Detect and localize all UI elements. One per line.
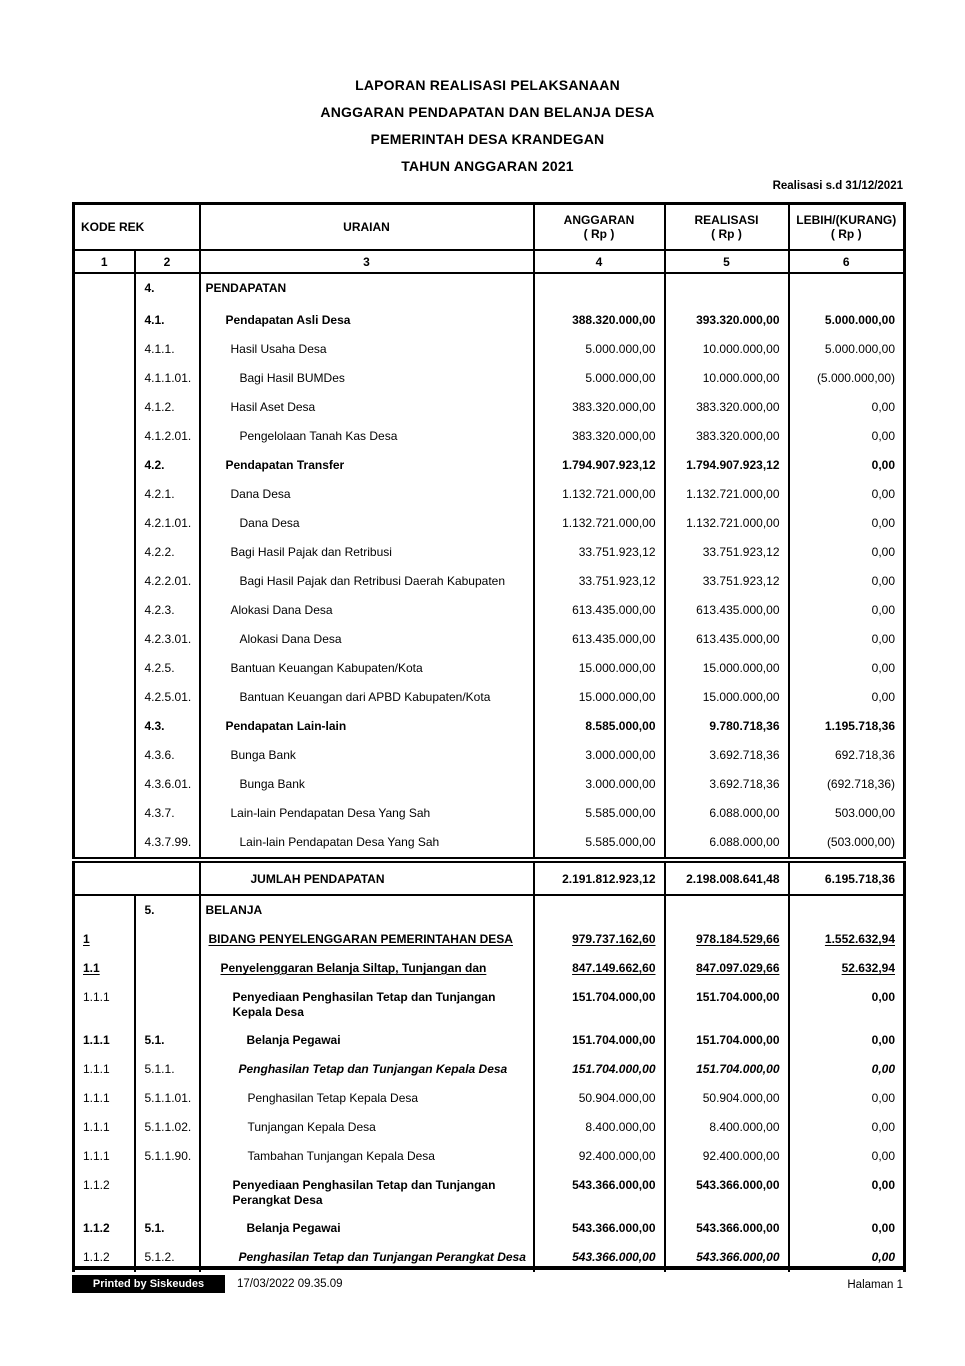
page-number: Halaman 1	[847, 1279, 903, 1291]
code1-cell: 1.1.2	[74, 1243, 135, 1272]
realisasi-cell: 847.097.029,66	[665, 954, 789, 983]
table-row	[74, 1026, 905, 1055]
anggaran-cell: 1.794.907.923,12	[534, 451, 665, 480]
selisih-cell: 0,00	[789, 683, 905, 712]
selisih-cell: (692.718,36)	[789, 770, 905, 799]
print-timestamp: 17/03/2022 09.35.09	[237, 1278, 343, 1290]
code2-cell: 4.1.2.01.	[135, 422, 200, 451]
selisih-cell: 0,00	[789, 1243, 905, 1272]
code2-cell	[135, 983, 200, 1026]
selisih-cell: 5.000.000,00	[789, 306, 905, 335]
table-row	[74, 480, 905, 509]
selisih-cell: 0,00	[789, 1113, 905, 1142]
code2-cell: 5.1.	[135, 1214, 200, 1243]
uraian-cell: Bunga Bank	[200, 770, 534, 799]
anggaran-cell: 383.320.000,00	[534, 422, 665, 451]
table-row	[74, 799, 905, 828]
code2-cell: 4.3.6.	[135, 741, 200, 770]
realisasi-cell: 151.704.000,00	[665, 983, 789, 1026]
table-row	[74, 925, 905, 954]
realisasi-cell: 10.000.000,00	[665, 335, 789, 364]
uraian-cell: Tambahan Tunjangan Kepala Desa	[200, 1142, 534, 1171]
selisih-cell: 6.195.718,36	[789, 860, 905, 895]
realisasi-cell: 393.320.000,00	[665, 306, 789, 335]
table-row	[74, 451, 905, 480]
report-title-line-2: ANGGARAN PENDAPATAN DAN BELANJA DESA	[320, 104, 655, 120]
report-title-line-4: TAHUN ANGGARAN 2021	[401, 158, 574, 174]
anggaran-cell: 3.000.000,00	[534, 741, 665, 770]
header-realisasi	[665, 204, 789, 251]
table-row	[74, 364, 905, 393]
anggaran-cell: 388.320.000,00	[534, 306, 665, 335]
uraian-cell: Bunga Bank	[200, 741, 534, 770]
selisih-cell: 52.632,94	[789, 954, 905, 983]
uraian-cell: JUMLAH PENDAPATAN	[200, 860, 534, 895]
code1-cell: 1.1	[74, 954, 135, 983]
anggaran-cell: 1.132.721.000,00	[534, 480, 665, 509]
anggaran-cell: 1.132.721.000,00	[534, 509, 665, 538]
anggaran-cell: 92.400.000,00	[534, 1142, 665, 1171]
anggaran-cell: 50.904.000,00	[534, 1084, 665, 1113]
realisasi-cell: 3.692.718,36	[665, 770, 789, 799]
table-row	[74, 596, 905, 625]
code2-cell: 4.1.1.01.	[135, 364, 200, 393]
uraian-cell: Pendapatan Asli Desa	[200, 306, 534, 335]
anggaran-cell: 8.585.000,00	[534, 712, 665, 741]
anggaran-cell: 151.704.000,00	[534, 1055, 665, 1084]
code2-cell: 4.1.1.	[135, 335, 200, 364]
header-row-labels	[74, 204, 905, 251]
uraian-cell: Penghasilan Tetap dan Tunjangan Kepala Desa	[200, 1055, 534, 1084]
code2-cell: 4.2.2.	[135, 538, 200, 567]
header-col-5: 5	[665, 250, 789, 273]
code1-cell	[74, 596, 135, 625]
anggaran-cell: 5.585.000,00	[534, 799, 665, 828]
realisasi-cell: 1.794.907.923,12	[665, 451, 789, 480]
code1-cell: 1.1.2	[74, 1171, 135, 1214]
table-row	[74, 273, 905, 306]
uraian-cell: Dana Desa	[200, 480, 534, 509]
report-title-block	[72, 72, 903, 180]
selisih-cell: (503.000,00)	[789, 828, 905, 860]
code2-cell: 4.2.	[135, 451, 200, 480]
table-body	[74, 273, 905, 1272]
realisasi-cell	[665, 895, 789, 925]
uraian-cell: Bagi Hasil BUMDes	[200, 364, 534, 393]
header-row-numbers	[74, 250, 905, 273]
anggaran-cell: 543.366.000,00	[534, 1171, 665, 1214]
uraian-cell: Penyediaan Penghasilan Tetap dan Tunjangan Kepala Desa	[200, 983, 534, 1026]
code2-cell: 5.1.1.01.	[135, 1084, 200, 1113]
header-anggaran-label: ANGGARAN	[563, 213, 635, 227]
selisih-cell: 5.000.000,00	[789, 335, 905, 364]
code1-cell	[74, 799, 135, 828]
uraian-cell: Lain-lain Pendapatan Desa Yang Sah	[200, 828, 534, 860]
anggaran-cell: 979.737.162,60	[534, 925, 665, 954]
selisih-cell: 0,00	[789, 393, 905, 422]
code2-cell: 4.2.3.	[135, 596, 200, 625]
uraian-cell: Alokasi Dana Desa	[200, 625, 534, 654]
code-cell-merged	[74, 860, 200, 895]
code1-cell: 1.1.2	[74, 1214, 135, 1243]
selisih-cell: 0,00	[789, 422, 905, 451]
code1-cell	[74, 770, 135, 799]
selisih-cell: 0,00	[789, 983, 905, 1026]
table-row	[74, 1055, 905, 1084]
realisasi-cell: 1.132.721.000,00	[665, 480, 789, 509]
selisih-cell: 0,00	[789, 596, 905, 625]
selisih-cell: 0,00	[789, 1214, 905, 1243]
code1-cell	[74, 509, 135, 538]
code2-cell: 4.2.1.	[135, 480, 200, 509]
anggaran-cell: 3.000.000,00	[534, 770, 665, 799]
header-kode-rek: KODE REK	[74, 204, 200, 251]
table-row	[74, 538, 905, 567]
realisasi-cell: 613.435.000,00	[665, 625, 789, 654]
table-row	[74, 393, 905, 422]
code2-cell: 4.3.6.01.	[135, 770, 200, 799]
code1-cell	[74, 480, 135, 509]
uraian-cell: Alokasi Dana Desa	[200, 596, 534, 625]
code2-cell: 5.1.1.90.	[135, 1142, 200, 1171]
table-row	[74, 335, 905, 364]
realisasi-cell: 2.198.008.641,48	[665, 860, 789, 895]
uraian-cell: Penghasilan Tetap Kepala Desa	[200, 1084, 534, 1113]
table-row	[74, 954, 905, 983]
report-title-line-1: LAPORAN REALISASI PELAKSANAAN	[355, 77, 620, 93]
uraian-cell: Penyediaan Penghasilan Tetap dan Tunjangan Perangkat Desa	[200, 1171, 534, 1214]
code1-cell	[74, 422, 135, 451]
realisasi-cell: 383.320.000,00	[665, 422, 789, 451]
code1-cell	[74, 567, 135, 596]
selisih-cell: 0,00	[789, 1084, 905, 1113]
header-anggaran-unit: ( Rp )	[583, 227, 615, 241]
realisasi-cell: 15.000.000,00	[665, 654, 789, 683]
selisih-cell: 1.195.718,36	[789, 712, 905, 741]
header-col-1: 1	[74, 250, 135, 273]
realisasi-cell: 151.704.000,00	[665, 1055, 789, 1084]
code2-cell: 4.2.3.01.	[135, 625, 200, 654]
code1-cell: 1.1.1	[74, 1084, 135, 1113]
realisasi-cell: 613.435.000,00	[665, 596, 789, 625]
selisih-cell: 0,00	[789, 1026, 905, 1055]
code2-cell: 5.1.	[135, 1026, 200, 1055]
uraian-cell: BIDANG PENYELENGGARAN PEMERINTAHAN DESA	[200, 925, 534, 954]
realisasi-cell: 543.366.000,00	[665, 1243, 789, 1272]
anggaran-cell: 5.000.000,00	[534, 335, 665, 364]
table-row	[74, 1171, 905, 1214]
realisasi-cell: 50.904.000,00	[665, 1084, 789, 1113]
anggaran-cell: 613.435.000,00	[534, 625, 665, 654]
table-row	[74, 741, 905, 770]
selisih-cell: 0,00	[789, 654, 905, 683]
uraian-cell: Bagi Hasil Pajak dan Retribusi Daerah Kabupaten	[200, 567, 534, 596]
selisih-cell	[789, 273, 905, 306]
table-row	[74, 770, 905, 799]
header-lebih-kurang	[789, 204, 905, 251]
code2-cell: 5.	[135, 895, 200, 925]
realisasi-cell: 151.704.000,00	[665, 1026, 789, 1055]
header-realisasi-label: REALISASI	[694, 213, 759, 227]
code2-cell: 5.1.2.	[135, 1243, 200, 1272]
code2-cell: 5.1.1.	[135, 1055, 200, 1084]
uraian-cell: Pendapatan Transfer	[200, 451, 534, 480]
code1-cell	[74, 364, 135, 393]
code2-cell: 4.3.	[135, 712, 200, 741]
selisih-cell: 692.718,36	[789, 741, 905, 770]
uraian-cell: Bantuan Keuangan Kabupaten/Kota	[200, 654, 534, 683]
header-uraian: URAIAN	[200, 204, 534, 251]
selisih-cell: 1.552.632,94	[789, 925, 905, 954]
realisasi-cell: 383.320.000,00	[665, 393, 789, 422]
selisih-cell: 503.000,00	[789, 799, 905, 828]
anggaran-cell: 33.751.923,12	[534, 567, 665, 596]
code1-cell	[74, 393, 135, 422]
code1-cell	[74, 451, 135, 480]
table-row	[74, 654, 905, 683]
code1-cell	[74, 654, 135, 683]
code1-cell	[74, 741, 135, 770]
code1-cell: 1.1.1	[74, 1113, 135, 1142]
anggaran-cell: 15.000.000,00	[534, 683, 665, 712]
table-row	[74, 1084, 905, 1113]
header-col-4: 4	[534, 250, 665, 273]
uraian-cell: Tunjangan Kepala Desa	[200, 1113, 534, 1142]
report-title-line-3: PEMERINTAH DESA KRANDEGAN	[370, 131, 605, 147]
table-row	[74, 828, 905, 860]
selisih-cell: 0,00	[789, 625, 905, 654]
anggaran-cell: 613.435.000,00	[534, 596, 665, 625]
table-row	[74, 567, 905, 596]
selisih-cell: 0,00	[789, 538, 905, 567]
code2-cell: 4.	[135, 273, 200, 306]
table-row	[74, 509, 905, 538]
header-col-2: 2	[135, 250, 200, 273]
footer-divider	[72, 1266, 903, 1270]
code2-cell	[135, 954, 200, 983]
realisasi-cell: 6.088.000,00	[665, 799, 789, 828]
uraian-cell: BELANJA	[200, 895, 534, 925]
budget-table	[72, 202, 906, 1272]
table-row	[74, 1142, 905, 1171]
uraian-cell: Hasil Aset Desa	[200, 393, 534, 422]
uraian-cell: Bagi Hasil Pajak dan Retribusi	[200, 538, 534, 567]
header-realisasi-unit: ( Rp )	[711, 227, 742, 241]
table-header	[74, 204, 905, 274]
anggaran-cell: 151.704.000,00	[534, 1026, 665, 1055]
uraian-cell: Hasil Usaha Desa	[200, 335, 534, 364]
header-col-3: 3	[200, 250, 534, 273]
anggaran-cell: 5.585.000,00	[534, 828, 665, 860]
code2-cell: 4.1.	[135, 306, 200, 335]
header-lebih-kurang-unit: ( Rp )	[830, 227, 862, 241]
realisasi-cell: 33.751.923,12	[665, 567, 789, 596]
anggaran-cell: 847.149.662,60	[534, 954, 665, 983]
selisih-cell: 0,00	[789, 1055, 905, 1084]
code2-cell: 4.2.2.01.	[135, 567, 200, 596]
code2-cell: 4.2.5.01.	[135, 683, 200, 712]
table-row	[74, 983, 905, 1026]
header-lebih-kurang-label: LEBIH/(KURANG)	[796, 213, 897, 227]
code1-cell: 1.1.1	[74, 1026, 135, 1055]
code1-cell	[74, 306, 135, 335]
anggaran-cell: 5.000.000,00	[534, 364, 665, 393]
selisih-cell: 0,00	[789, 1142, 905, 1171]
table-row	[74, 306, 905, 335]
code1-cell	[74, 683, 135, 712]
anggaran-cell: 383.320.000,00	[534, 393, 665, 422]
realisasi-cell	[665, 273, 789, 306]
table-row	[74, 895, 905, 925]
selisih-cell: (5.000.000,00)	[789, 364, 905, 393]
code1-cell: 1.1.1	[74, 1142, 135, 1171]
code1-cell	[74, 625, 135, 654]
anggaran-cell: 543.366.000,00	[534, 1243, 665, 1272]
anggaran-cell: 33.751.923,12	[534, 538, 665, 567]
anggaran-cell	[534, 273, 665, 306]
uraian-cell: Pendapatan Lain-lain	[200, 712, 534, 741]
realisasi-cell: 6.088.000,00	[665, 828, 789, 860]
code1-cell: 1.1.1	[74, 983, 135, 1026]
code1-cell	[74, 335, 135, 364]
header-anggaran	[534, 204, 665, 251]
uraian-cell: PENDAPATAN	[200, 273, 534, 306]
code1-cell: 1	[74, 925, 135, 954]
code2-cell	[135, 1171, 200, 1214]
realisasi-cell: 92.400.000,00	[665, 1142, 789, 1171]
realisasi-cell: 8.400.000,00	[665, 1113, 789, 1142]
table-row	[74, 625, 905, 654]
table-row	[74, 1113, 905, 1142]
code1-cell	[74, 538, 135, 567]
selisih-cell: 0,00	[789, 509, 905, 538]
selisih-cell: 0,00	[789, 451, 905, 480]
table-row	[74, 1214, 905, 1243]
realisasi-cell: 3.692.718,36	[665, 741, 789, 770]
anggaran-cell: 2.191.812.923,12	[534, 860, 665, 895]
uraian-cell: Belanja Pegawai	[200, 1026, 534, 1055]
selisih-cell: 0,00	[789, 480, 905, 509]
uraian-cell: Penghasilan Tetap dan Tunjangan Perangkat Desa	[200, 1243, 534, 1272]
selisih-cell: 0,00	[789, 1171, 905, 1214]
realisasi-cell: 543.366.000,00	[665, 1171, 789, 1214]
code1-cell	[74, 828, 135, 860]
code1-cell	[74, 273, 135, 306]
code2-cell: 4.3.7.99.	[135, 828, 200, 860]
selisih-cell	[789, 895, 905, 925]
uraian-cell: Penyelenggaran Belanja Siltap, Tunjangan dan	[200, 954, 534, 983]
realisasi-cell: 9.780.718,36	[665, 712, 789, 741]
uraian-cell: Pengelolaan Tanah Kas Desa	[200, 422, 534, 451]
realisasi-cell: 543.366.000,00	[665, 1214, 789, 1243]
realisasi-cell: 1.132.721.000,00	[665, 509, 789, 538]
code1-cell	[74, 895, 135, 925]
code2-cell: 4.1.2.	[135, 393, 200, 422]
uraian-cell: Bantuan Keuangan dari APBD Kabupaten/Kota	[200, 683, 534, 712]
code2-cell: 4.3.7.	[135, 799, 200, 828]
code1-cell	[74, 712, 135, 741]
anggaran-cell: 15.000.000,00	[534, 654, 665, 683]
code2-cell: 4.2.1.01.	[135, 509, 200, 538]
realisasi-cell: 15.000.000,00	[665, 683, 789, 712]
code1-cell: 1.1.1	[74, 1055, 135, 1084]
table-row	[74, 422, 905, 451]
realisasi-period-note: Realisasi s.d 31/12/2021	[772, 180, 903, 192]
total-row	[74, 860, 905, 895]
selisih-cell: 0,00	[789, 567, 905, 596]
table-row	[74, 712, 905, 741]
printed-by-badge: Printed by Siskeudes	[72, 1275, 225, 1293]
realisasi-cell: 10.000.000,00	[665, 364, 789, 393]
code2-cell	[135, 925, 200, 954]
code2-cell: 4.2.5.	[135, 654, 200, 683]
anggaran-cell: 151.704.000,00	[534, 983, 665, 1026]
uraian-cell: Belanja Pegawai	[200, 1214, 534, 1243]
anggaran-cell	[534, 895, 665, 925]
realisasi-cell: 978.184.529,66	[665, 925, 789, 954]
header-col-6: 6	[789, 250, 905, 273]
uraian-cell: Lain-lain Pendapatan Desa Yang Sah	[200, 799, 534, 828]
anggaran-cell: 8.400.000,00	[534, 1113, 665, 1142]
code2-cell: 5.1.1.02.	[135, 1113, 200, 1142]
realisasi-cell: 33.751.923,12	[665, 538, 789, 567]
anggaran-cell: 543.366.000,00	[534, 1214, 665, 1243]
table-row	[74, 683, 905, 712]
uraian-cell: Dana Desa	[200, 509, 534, 538]
